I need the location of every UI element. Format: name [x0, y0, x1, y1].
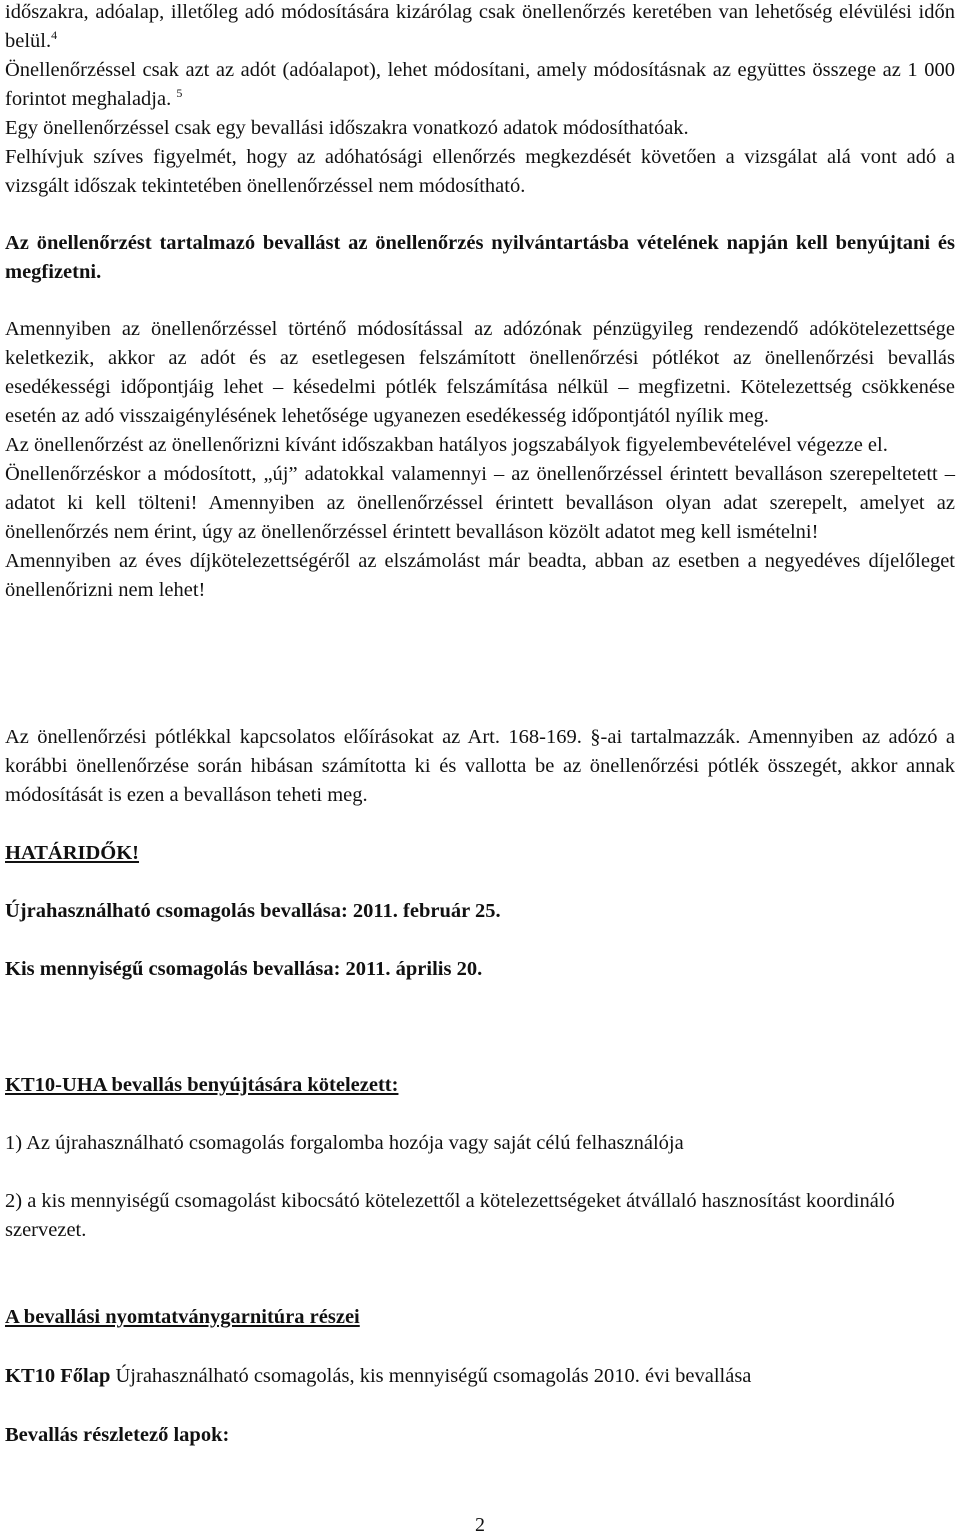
forms-heading: A bevallási nyomtatványgarnitúra részei [5, 1306, 360, 1328]
paragraph: Amennyiben az éves díjkötelezettségéről az elszámolást már beadta, abban az esetben a negyedéves díjelőleget önellenőrizni nem lehet! [5, 550, 955, 601]
forms-kt10-line [5, 1362, 955, 1391]
paragraph: Egy önellenőrzéssel csak egy bevallási időszakra vonatkozó adatok módosíthatóak. [5, 117, 689, 139]
page-number: 2 [475, 1514, 485, 1536]
kt10-description: Újrahasználható csomagolás, kis mennyiségű csomagolás 2010. évi bevallása [110, 1365, 752, 1387]
paragraph: Felhívjuk szíves figyelmét, hogy az adóhatósági ellenőrzés megkezdését követően a vizsgálat alá vont adó a vizsgált időszak tekintetében önellenőrzéssel nem módosítható. [5, 146, 955, 197]
text-block-payment [5, 315, 955, 605]
obligated-item-2: 2) a kis mennyiségű csomagolást kibocsátó kötelezettől a kötelezettségeket átvállaló hasznosítást koordináló szervezet. [5, 1190, 895, 1241]
obligated-heading: KT10-UHA bevallás benyújtására kötelezett: [5, 1074, 399, 1096]
paragraph: Az önellenőrzést az önellenőrizni kívánt időszakban hatályos jogszabályok figyelembevételével végezze el. [5, 434, 888, 456]
deadline-reusable: Újrahasználható csomagolás bevallása: 2011. február 25. [5, 900, 501, 922]
deadlines-heading: HATÁRIDŐK! [5, 842, 140, 864]
paragraph: Önellenőrzéskor a módosított, „új” adatokkal valamennyi – az önellenőrzéssel érintett bevalláson szerepeltetett – adatot ki kell tölteni! Amennyiben az önellenőrzéssel érintett bevalláson olyan adat szerepelt, amelyet az önellenőrzés nem érint, úgy az önellenőrzéssel érintett bevalláson közölt adatot meg kell ismételni! [5, 463, 955, 543]
obligated-item-1: 1) Az újrahasználható csomagolás forgalomba hozója vagy saját célú felhasználója [5, 1132, 684, 1154]
text-block-selfaudit-rules [5, 0, 955, 201]
footnote-ref: 4 [51, 28, 58, 42]
deadline-small-quantity: Kis mennyiségű csomagolás bevallása: 2011. április 20. [5, 958, 483, 980]
paragraph: Önellenőrzéssel csak azt az adót (adóalapot), lehet módosítani, amely módosításnak az együttes összege az 1 000 forintot meghaladja. $^5$ [5, 59, 955, 110]
paragraph: Amennyiben az önellenőrzéssel történő módosítással az adózónak pénzügyileg rendezendő adókötelezettsége keletkezik, akkor az adót és az esetlegesen felszámított önellenőrzési pótlékot az önellenőrzési bevallás esedékességi időpontjáig lehet – késedelmi pótlék felszámítása nélkül – megfizetni. Kötelezettség csökkenése esetén az adó visszaigénylésének lehetősége ugyanezen esedékesség időpontjától nyílik meg. [5, 318, 955, 427]
footnote-ref: 5 [176, 86, 183, 100]
bold-notice: Az önellenőrzést tartalmazó bevallást az önellenőrzés nyilvántartásba vételének napján kell benyújtani és megfizetni. [5, 232, 955, 283]
paragraph-surcharge: Az önellenőrzési pótlékkal kapcsolatos előírásokat az Art. 168-169. §-ai tartalmazzák. Amennyiben az adózó a korábbi önellenőrzése során hibásan számította ki és vallotta be az önellenőrzési pótlék összegét, akkor annak módosítását is ezen a bevalláson teheti meg. [5, 726, 955, 806]
detail-sheets-heading: Bevallás részletező lapok: [5, 1424, 230, 1446]
kt10-label: KT10 Főlap [5, 1365, 111, 1387]
paragraph: időszakra, adóalap, illetőleg adó módosítására kizárólag csak önellenőrzés keretében van lehetőség elévülési időn belül.$^4$ [5, 1, 955, 52]
